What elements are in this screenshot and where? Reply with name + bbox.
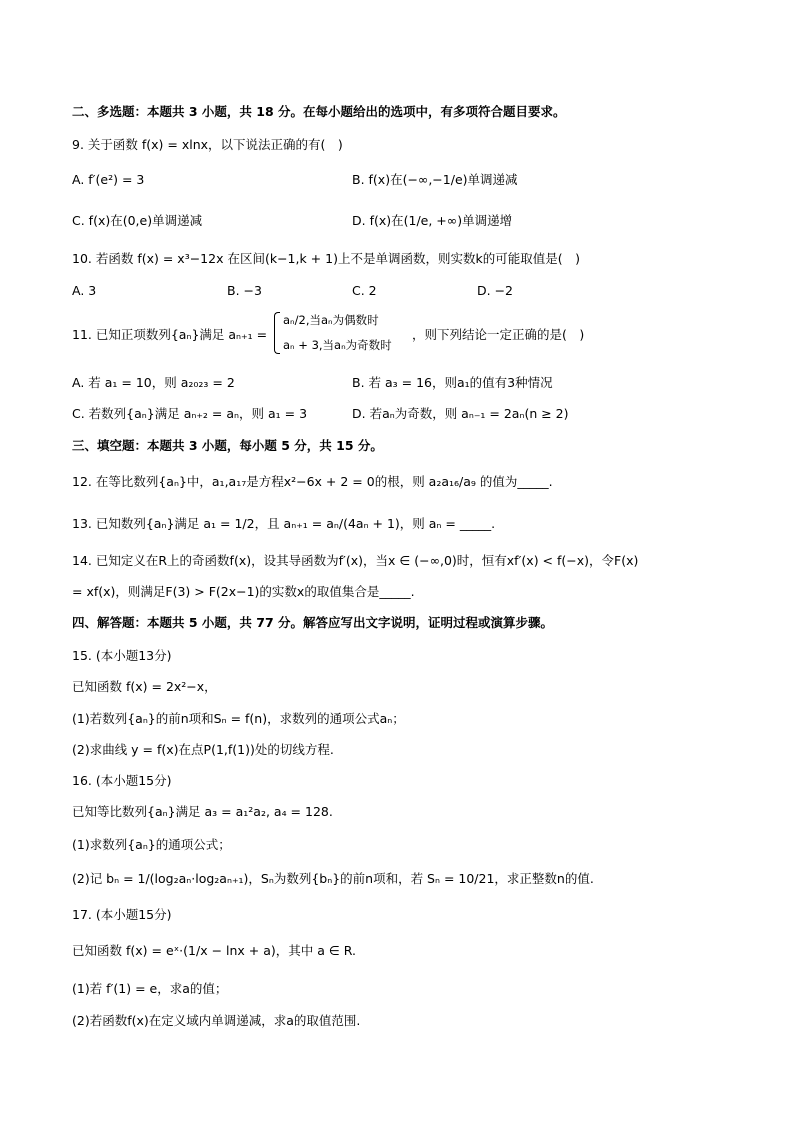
question-14-line-1: 14. 已知定义在R上的奇函数f(x)，设其导函数为f′(x)，当x ∈ (−∞,0)时，恒有xf′(x) < f(−x)，令F(x) bbox=[72, 553, 639, 568]
question-17-stem: 已知函数 f(x) = eˣ·(1/x − lnx + a)，其中 a ∈ R. bbox=[72, 943, 356, 958]
question-16-part-1: (1)求数列{aₙ}的通项公式； bbox=[72, 837, 231, 852]
question-11-case-odd: aₙ + 3,当aₙ为奇数时 bbox=[283, 338, 392, 352]
question-11-stem-prefix: 11. 已知正项数列{aₙ}满足 aₙ₊₁ = bbox=[72, 327, 268, 342]
question-11-option-b: B. 若 a₃ = 16，则a₁的值有3种情况 bbox=[352, 375, 553, 390]
question-11-option-d: D. 若aₙ为奇数，则 aₙ₋₁ = 2aₙ(n ≥ 2) bbox=[352, 406, 569, 421]
question-12: 12. 在等比数列{aₙ}中，a₁,a₁₇是方程x²−6x + 2 = 0的根，则 a₂a₁₆/a₉ 的值为_____. bbox=[72, 474, 553, 489]
question-11-stem-suffix: ，则下列结论一定正确的是( ) bbox=[412, 327, 585, 342]
question-10-option-d: D. −2 bbox=[477, 283, 513, 298]
question-17-part-2: (2)若函数f(x)在定义域内单调递减，求a的取值范围. bbox=[72, 1013, 361, 1028]
question-9-option-c: C. f(x)在(0,e)单调递减 bbox=[72, 213, 203, 228]
question-9-option-d: D. f(x)在(1/e, +∞)单调递增 bbox=[352, 213, 513, 228]
question-9-option-b: B. f(x)在(−∞,−1/e)单调递减 bbox=[352, 172, 518, 187]
question-9-option-a: A. f′(e²) = 3 bbox=[72, 172, 145, 187]
question-9-stem: 9. 关于函数 f(x) = xlnx，以下说法正确的有( ) bbox=[72, 137, 343, 152]
question-17-part-1: (1)若 f′(1) = e，求a的值； bbox=[72, 981, 228, 996]
question-15-part-2: (2)求曲线 y = f(x)在点P(1,f(1))处的切线方程. bbox=[72, 742, 334, 757]
question-10-option-c: C. 2 bbox=[352, 283, 377, 298]
question-11-option-a: A. 若 a₁ = 10，则 a₂₀₂₃ = 2 bbox=[72, 375, 235, 390]
question-15-heading: 15. (本小题13分) bbox=[72, 648, 172, 663]
question-16-stem: 已知等比数列{aₙ}满足 a₃ = a₁²a₂, a₄ = 128. bbox=[72, 804, 333, 819]
question-11-option-c: C. 若数列{aₙ}满足 aₙ₊₂ = aₙ，则 a₁ = 3 bbox=[72, 406, 308, 421]
section-answer-heading: 四、解答题：本题共 5 小题，共 77 分。解答应写出文字说明，证明过程或演算步骤。 bbox=[72, 615, 554, 630]
question-10-option-a: A. 3 bbox=[72, 283, 97, 298]
question-16-part-2: (2)记 bₙ = 1/(log₂aₙ·log₂aₙ₊₁)，Sₙ为数列{bₙ}的前n项和，若 Sₙ = 10/21，求正整数n的值. bbox=[72, 871, 594, 886]
section-fill-in-heading: 三、填空题：本题共 3 小题，每小题 5 分，共 15 分。 bbox=[72, 438, 383, 453]
question-10-option-b: B. −3 bbox=[227, 283, 262, 298]
question-11-case-even: aₙ/2,当aₙ为偶数时 bbox=[283, 313, 379, 327]
section-multiple-choice-heading: 二、多选题：本题共 3 小题，共 18 分。在每小题给出的选项中，有多项符合题目要求。 bbox=[72, 104, 566, 119]
question-15-stem: 已知函数 f(x) = 2x²−x， bbox=[72, 679, 217, 694]
question-15-part-1: (1)若数列{aₙ}的前n项和Sₙ = f(n)，求数列的通项公式aₙ； bbox=[72, 711, 405, 726]
question-11-piecewise-brace bbox=[274, 312, 280, 354]
question-10-stem: 10. 若函数 f(x) = x³−12x 在区间(k−1,k + 1)上不是单调函数，则实数k的可能取值是( ) bbox=[72, 251, 580, 266]
question-13: 13. 已知数列{aₙ}满足 a₁ = 1/2，且 aₙ₊₁ = aₙ/(4aₙ + 1)，则 aₙ = _____. bbox=[72, 516, 496, 531]
question-14-line-2: = xf(x)，则满足F(3) > F(2x−1)的实数x的取值集合是_____. bbox=[72, 584, 415, 599]
question-16-heading: 16. (本小题15分) bbox=[72, 773, 172, 788]
question-17-heading: 17. (本小题15分) bbox=[72, 907, 172, 922]
